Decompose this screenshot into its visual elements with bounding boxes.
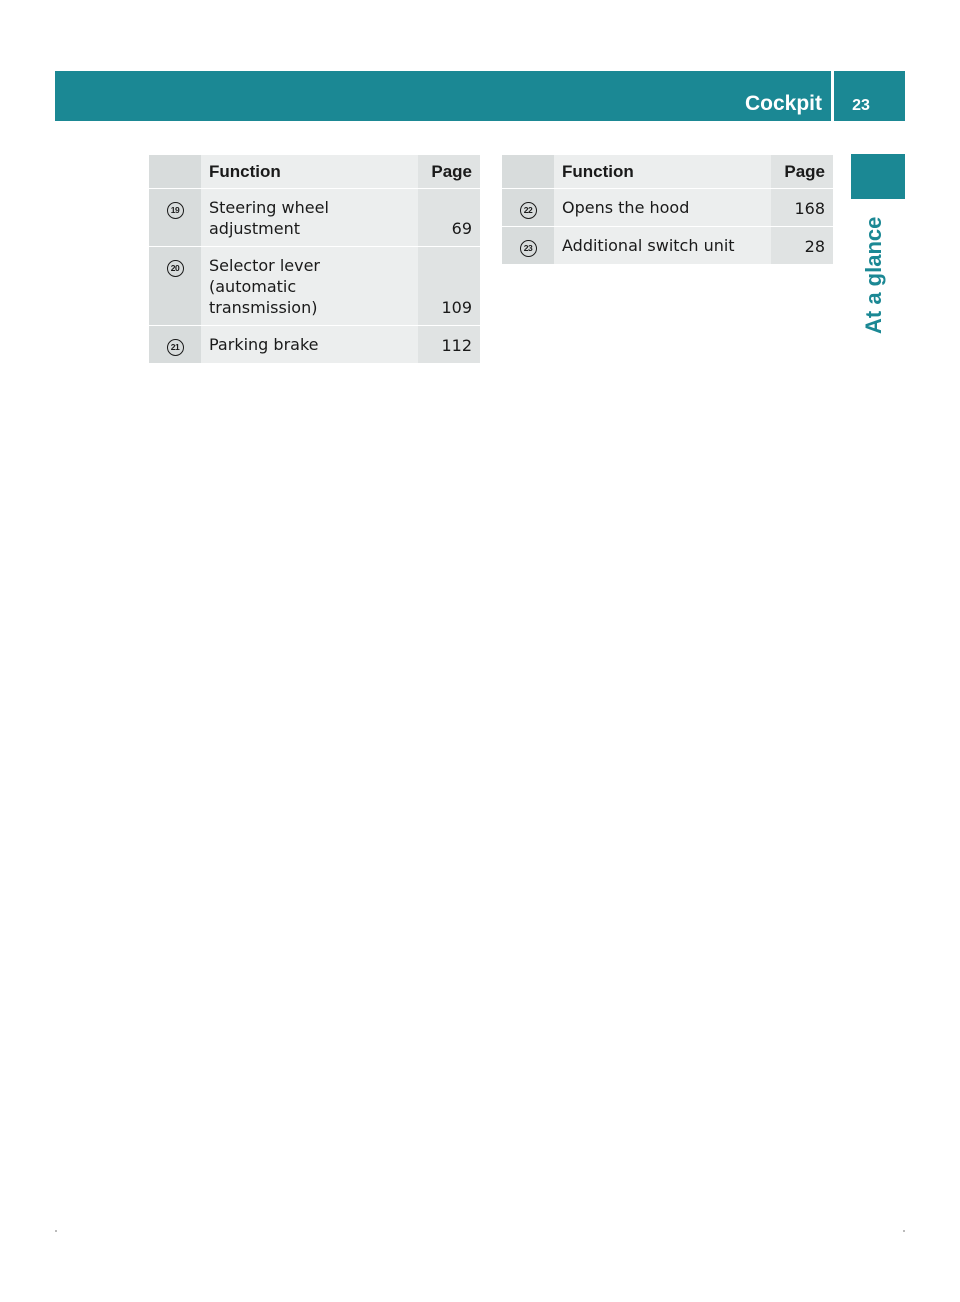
column-header-function: Function: [554, 155, 771, 189]
row-function: Parking brake: [201, 326, 418, 364]
row-function: Steering wheel adjustment: [201, 189, 418, 247]
row-page: 69: [418, 189, 480, 247]
row-marker-cell: [149, 326, 201, 364]
table-row: [149, 247, 480, 326]
corner-mark: [55, 1230, 57, 1232]
function-table-right: [502, 155, 833, 265]
row-page: 168: [771, 189, 833, 227]
table-header-row: [149, 155, 480, 189]
corner-mark: [903, 1230, 905, 1232]
row-page: 112: [418, 326, 480, 364]
function-table-left: [149, 155, 480, 364]
column-header-marker: [149, 155, 201, 189]
circled-number-icon: 21: [167, 339, 184, 356]
column-header-page: Page: [418, 155, 480, 189]
table-row: [502, 189, 833, 227]
page-number: 23: [852, 97, 870, 114]
circled-number-icon: 20: [167, 260, 184, 277]
row-function: Opens the hood: [554, 189, 771, 227]
section-title: Cockpit: [744, 92, 822, 115]
row-function: Additional switch unit: [554, 227, 771, 265]
column-header-marker: [502, 155, 554, 189]
circled-number-icon: 23: [520, 240, 537, 257]
row-page: 109: [418, 247, 480, 326]
table-row: [149, 189, 480, 247]
table-row: [502, 227, 833, 265]
column-header-page: Page: [771, 155, 833, 189]
row-marker-cell: [149, 189, 201, 247]
row-function: Selector lever (automatic transmission): [201, 247, 418, 326]
row-marker-cell: [149, 247, 201, 326]
row-marker-cell: [502, 227, 554, 265]
row-page: 28: [771, 227, 833, 265]
table-row: [149, 326, 480, 364]
table-header-row: [502, 155, 833, 189]
circled-number-icon: 19: [167, 202, 184, 219]
circled-number-icon: 22: [520, 202, 537, 219]
column-header-function: Function: [201, 155, 418, 189]
side-tab-label: At a glance: [861, 216, 886, 334]
side-tab-block: [851, 154, 905, 199]
row-marker-cell: [502, 189, 554, 227]
